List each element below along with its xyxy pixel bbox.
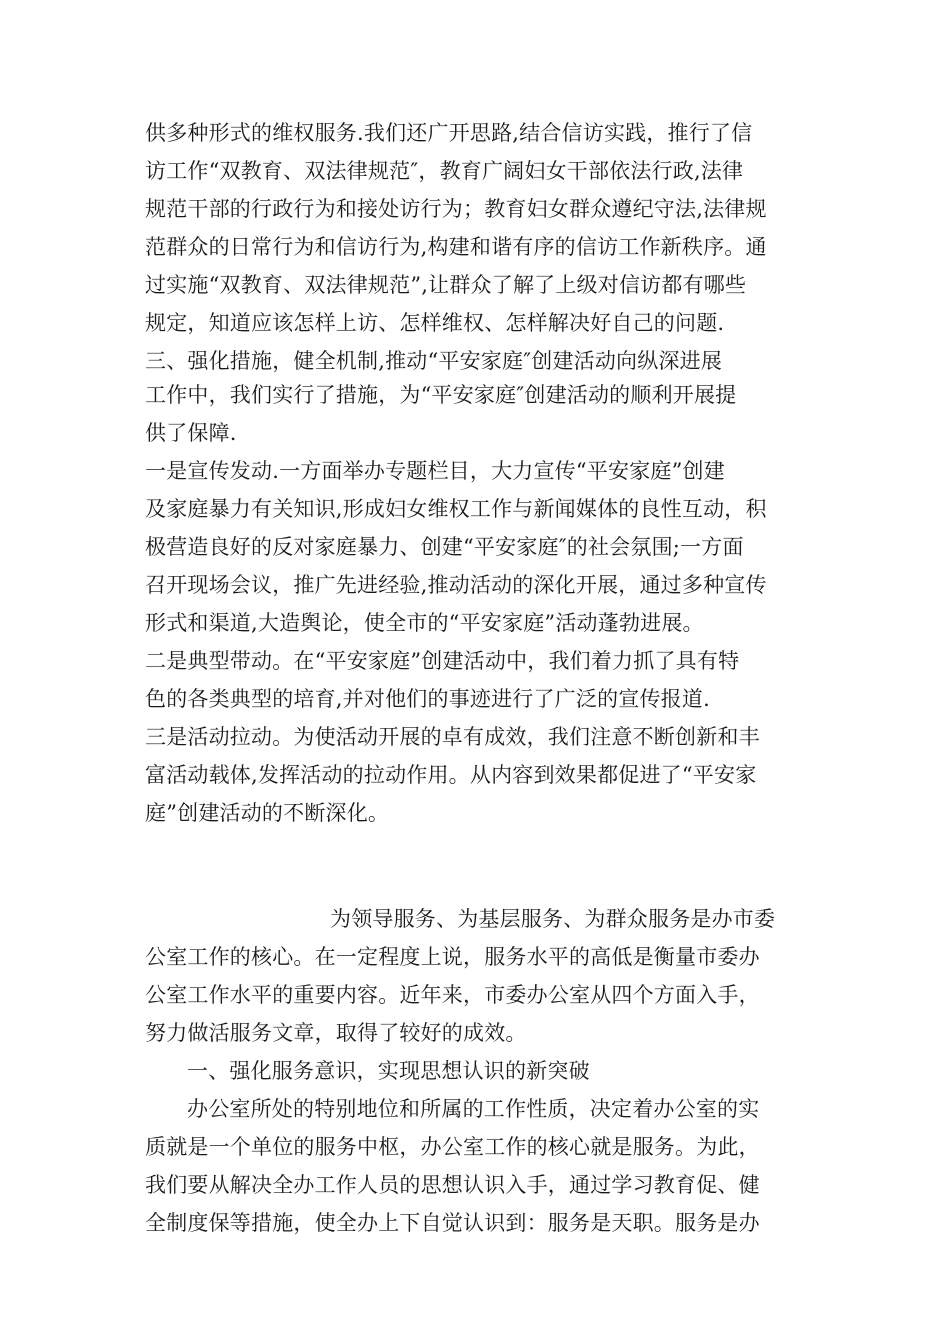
paragraph-line: 公室工作的核心。在一定程度上说，服务水平的高低是衡量市委办: [145, 945, 760, 969]
paragraph-line: 二是典型带动。在“平安家庭”创建活动中，我们着力抓了具有特: [145, 649, 740, 673]
paragraph-line: 质就是一个单位的服务中枢，办公室工作的核心就是服务。为此，: [145, 1135, 760, 1159]
paragraph-line: 及家庭暴力有关知识,形成妇女维权工作与新闻媒体的良性互动，积: [145, 497, 767, 521]
paragraph-line: 我们要从解决全办工作人员的思想认识入手，通过学习教育促、健: [145, 1173, 760, 1197]
paragraph-line: 规范干部的行政行为和接处访行为；教育妇女群众遵纪守法,法律规: [145, 197, 767, 221]
section-heading: 三、强化措施，健全机制,推动“平安家庭″创建活动向纵深进展: [145, 349, 723, 373]
paragraph-line: 一是宣传发动.一方面举办专题栏目，大力宣传“平安家庭”创建: [145, 459, 725, 483]
paragraph-line: 召开现场会议，推广先进经验,推动活动的深化开展，通过多种宣传: [145, 573, 767, 597]
paragraph-line: 供了保障.: [145, 421, 237, 445]
paragraph-line: 范群众的日常行为和信访行为,构建和谐有序的信访工作新秩序。通: [145, 235, 767, 259]
paragraph-line: 庭”创建活动的不断深化。: [145, 801, 390, 825]
paragraph-line: 富活动载体,发挥活动的拉动作用。从内容到效果都促进了“平安家: [145, 763, 757, 787]
paragraph-line: 访工作“双教育、双法律规范″，教育广阔妇女干部依法行政,法律: [145, 159, 744, 183]
paragraph-line: 极营造良好的反对家庭暴力、创建“平安家庭″的社会氛围;一方面: [145, 535, 744, 559]
paragraph-line: 三是活动拉动。为使活动开展的卓有成效，我们注意不断创新和丰: [145, 725, 760, 749]
paragraph-line: 形式和渠道,大造舆论，使全市的“平安家庭”活动蓬勃进展。: [145, 611, 704, 635]
paragraph-line: 工作中，我们实行了措施，为“平安家庭″创建活动的顺利开展提: [145, 383, 737, 407]
paragraph-line: 公室工作水平的重要内容。近年来，市委办公室从四个方面入手，: [145, 983, 760, 1007]
paragraph-line: 供多种形式的维权服务.我们还广开思路,结合信访实践，推行了信: [145, 121, 753, 145]
paragraph-line: 办公室所处的特别地位和所属的工作性质，决定着办公室的实: [187, 1097, 760, 1121]
section-heading: 一、强化服务意识，实现思想认识的新突破: [187, 1059, 590, 1083]
paragraph-line: 规定，知道应该怎样上访、怎样维权、怎样解决好自己的问题.: [145, 311, 725, 335]
paragraph-line: 全制度保等措施，使全办上下自觉认识到：服务是天职。服务是办: [145, 1211, 760, 1235]
paragraph-line: 努力做活服务文章，取得了较好的成效。: [145, 1021, 527, 1045]
paragraph-line: 为领导服务、为基层服务、为群众服务是办市委: [330, 907, 776, 931]
paragraph-line: 过实施“双教育、双法律规范”,让群众了解了上级对信访都有哪些: [145, 273, 747, 297]
paragraph-line: 色的各类典型的培育,并对他们的事迹进行了广泛的宣传报道.: [145, 687, 710, 711]
